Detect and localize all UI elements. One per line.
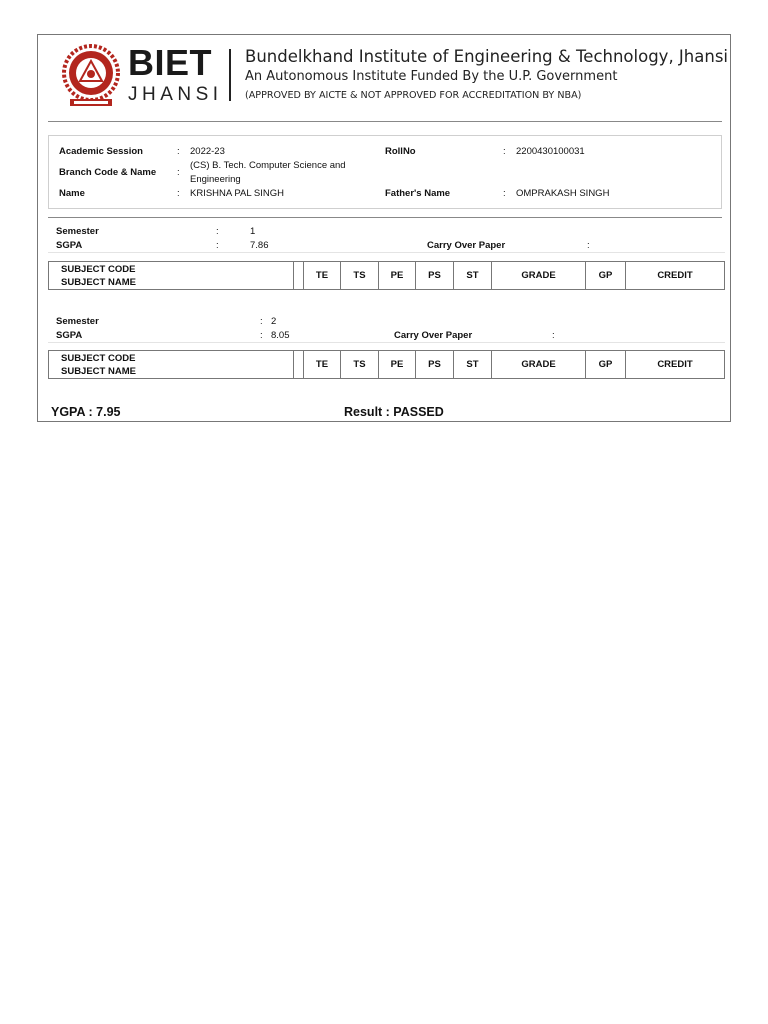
father-value: OMPRAKASH SINGH — [516, 188, 610, 199]
institute-subtitle: An Autonomous Institute Funded By the U.P. Government — [245, 69, 618, 84]
semester-1-table-header — [48, 261, 725, 290]
colon: : — [587, 240, 590, 251]
rollno-value: 2200430100031 — [516, 146, 585, 157]
gp-header: GP — [585, 351, 625, 378]
approval-note: (APPROVED BY AICTE & NOT APPROVED FOR ACCREDITATION BY NBA) — [245, 90, 582, 101]
sgpa-value: 8.05 — [271, 330, 290, 341]
brand-abbr: BIET — [128, 42, 213, 83]
subject-code-header: SUBJECT CODE — [61, 264, 136, 275]
institute-block — [245, 47, 728, 101]
row-divider — [48, 252, 725, 253]
colon: : — [177, 188, 180, 199]
brand-city: JHANSI — [128, 84, 223, 105]
grade-header: GRADE — [491, 351, 585, 378]
colon: : — [177, 167, 180, 178]
colon: : — [503, 188, 506, 199]
sgpa-value: 7.86 — [250, 240, 269, 251]
rollno-label: RollNo — [385, 146, 416, 157]
colon: : — [177, 146, 180, 157]
institute-name: Bundelkhand Institute of Engineering & Technology, Jhansi — [245, 47, 729, 66]
te-header: TE — [303, 262, 340, 289]
subject-name-header: SUBJECT NAME — [61, 277, 136, 288]
header-divider — [229, 49, 231, 101]
grade-header: GRADE — [491, 262, 585, 289]
carry-over-label: Carry Over Paper — [394, 330, 473, 341]
sgpa-label: SGPA — [56, 240, 83, 251]
spacer-cell — [293, 262, 303, 289]
carry-over-label: Carry Over Paper — [427, 240, 506, 251]
brand-block — [128, 42, 223, 106]
ygpa: YGPA : 7.95 — [51, 405, 121, 419]
student-info-box — [48, 135, 722, 209]
ps-header: PS — [415, 351, 453, 378]
header-rule — [48, 121, 722, 122]
sgpa-label: SGPA — [56, 330, 83, 341]
pe-header: PE — [378, 351, 415, 378]
te-header: TE — [303, 351, 340, 378]
st-header: ST — [453, 262, 491, 289]
name-value: KRISHNA PAL SINGH — [190, 188, 284, 199]
ps-header: PS — [415, 262, 453, 289]
credit-header: CREDIT — [625, 351, 724, 378]
subject-name-header: SUBJECT NAME — [61, 366, 136, 377]
st-header: ST — [453, 351, 491, 378]
semester-value: 2 — [271, 316, 277, 327]
ts-header: TS — [340, 262, 378, 289]
branch-value-line1: (CS) B. Tech. Computer Science and — [190, 160, 346, 171]
semester-2-table-header — [48, 350, 725, 379]
ts-header: TS — [340, 351, 378, 378]
result-status: Result : PASSED — [344, 405, 444, 419]
semester-label: Semester — [56, 316, 99, 327]
branch-label: Branch Code & Name — [59, 167, 157, 178]
section-rule — [48, 217, 722, 218]
credit-header: CREDIT — [625, 262, 724, 289]
branch-value-line2: Engineering — [190, 174, 241, 185]
colon: : — [552, 330, 555, 341]
session-value: 2022-23 — [190, 146, 225, 157]
colon: : — [216, 240, 219, 251]
gp-header: GP — [585, 262, 625, 289]
row-divider — [48, 342, 725, 343]
institute-logo-icon — [60, 43, 122, 109]
pe-header: PE — [378, 262, 415, 289]
subject-code-header: SUBJECT CODE — [61, 353, 136, 364]
result-sheet — [37, 34, 731, 422]
semester-value: 1 — [250, 226, 256, 237]
colon: : — [503, 146, 506, 157]
spacer-cell — [293, 351, 303, 378]
name-label: Name — [59, 188, 85, 199]
colon: : — [260, 316, 263, 327]
session-label: Academic Session — [59, 146, 143, 157]
colon: : — [260, 330, 263, 341]
semester-label: Semester — [56, 226, 99, 237]
colon: : — [216, 226, 219, 237]
father-label: Father's Name — [385, 188, 451, 199]
